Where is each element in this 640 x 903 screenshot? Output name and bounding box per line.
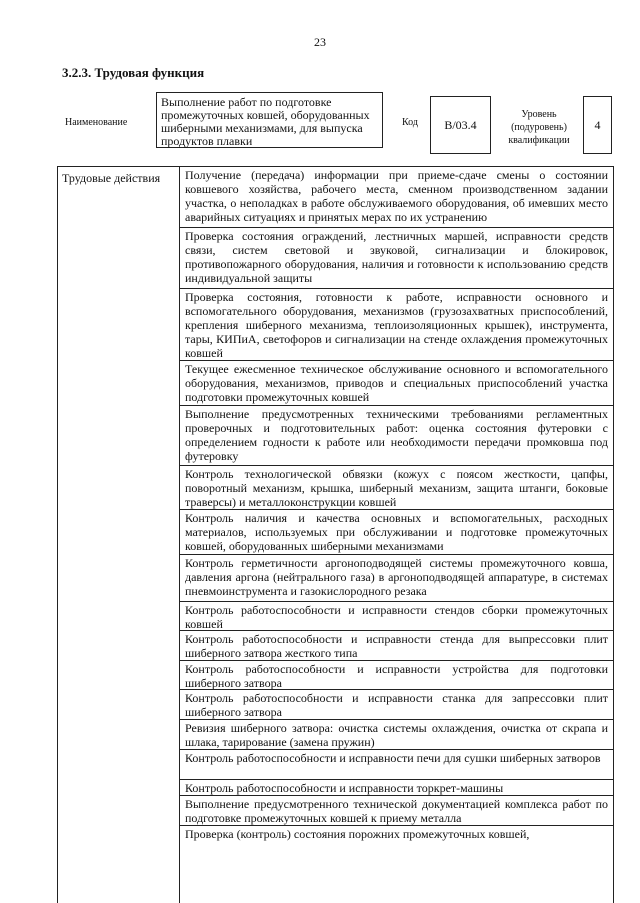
table-row: Контроль технологической обвязки (кожух с поясом жесткости, цапфы, поворотный механизм, крышка, шиберный механизм, защита штанги, боковые траверсы) и металлоконструкции ковшей xyxy=(180,466,613,510)
qualification-level-box: 4 xyxy=(583,96,612,154)
code-label: Код xyxy=(402,117,418,128)
page-number: 23 xyxy=(314,35,326,49)
qualification-level-label: Уровень (подуровень) квалификации xyxy=(508,109,570,146)
table-row: Ревизия шиберного затвора: очистка системы охлаждения, очистка от скрапа и шлака, тарирование (замена пружин) xyxy=(180,720,613,750)
labor-actions-rows xyxy=(180,167,613,884)
code-value-box: B/03.4 xyxy=(430,96,491,154)
labor-actions-table xyxy=(57,166,614,903)
table-row: Выполнение предусмотренных техническими требованиями регламентных проверочных и подготовительных работ: оценка состояния футеровки с определением годности к работе или необходимости передачи промковша под футеровку xyxy=(180,406,613,466)
table-row: Получение (передача) информации при приеме-сдаче смены о состоянии ковшевого хозяйства, рабочего места, сменном производственном задании участка, о неполадках в работе обслуживаемого оборудования, об имевших место аварийных ситуациях и принятых мерах по их устранению xyxy=(180,167,613,228)
table-row: Проверка (контроль) состояния порожних промежуточных ковшей, xyxy=(185,827,530,841)
table-row: Текущее ежесменное техническое обслуживание основного и вспомогательного оборудования, механизмов, приводов и специальных приспособлений участка подготовки промежуточных ковшей xyxy=(180,361,613,406)
table-row: Контроль наличия и качества основных и вспомогательных, расходных материалов, используемых при обслуживании и подготовке промежуточных ковшей, оборудованных шиберными механизмами xyxy=(180,510,613,555)
name-label: Наименование xyxy=(65,117,128,128)
section-title: 3.2.3. Трудовая функция xyxy=(62,65,205,80)
table-row: Выполнение предусмотренного технической документацией комплекса работ по подготовке промежуточных ковшей к приему металла xyxy=(180,796,613,826)
table-row: Проверка состояния ограждений, лестничных маршей, исправности средств связи, систем световой и звуковой, сигнализации и блокировок, противопожарного оборудования, наличия и готовности к использованию средств индивидуальной защиты xyxy=(180,228,613,289)
labor-actions-label: Трудовые действия xyxy=(62,171,161,185)
table-row: Контроль работоспособности и исправности стенда для выпрессовки плит шиберного затвора жесткого типа xyxy=(180,631,613,661)
table-row: Контроль работоспособности и исправности торкрет-машины xyxy=(180,780,613,796)
table-row: Контроль работоспособности и исправности стендов сборки промежуточных ковшей xyxy=(180,602,613,631)
table-row: Контроль работоспособности и исправности печи для сушки шиберных затворов xyxy=(180,750,613,780)
table-row: Контроль герметичности аргоноподводящей системы промежуточного ковша, давления аргона (нейтрального газа) в аргоноподводящей аппаратуре, в системах пневмоинструмента и газокислородного резака xyxy=(180,555,613,602)
table-row: Проверка состояния, готовности к работе, исправности основного и вспомогательного оборудования, механизмов (грузозахватных приспособлений, крепления шиберного механизма, теплоизоляционных крышек), инструмента, тары, КИПиА, светофоров и сигнализации на стенде охлаждения промежуточных ковшей xyxy=(180,289,613,361)
table-row: Контроль работоспособности и исправности устройства для подготовки шиберного затвора xyxy=(180,661,613,690)
name-value-box: Выполнение работ по подготовке промежуточных ковшей, оборудованных шиберными механизмами, для выпуска продуктов плавки xyxy=(156,92,383,148)
table-row: Контроль работоспособности и исправности станка для запрессовки плит шиберного затвора xyxy=(180,690,613,720)
